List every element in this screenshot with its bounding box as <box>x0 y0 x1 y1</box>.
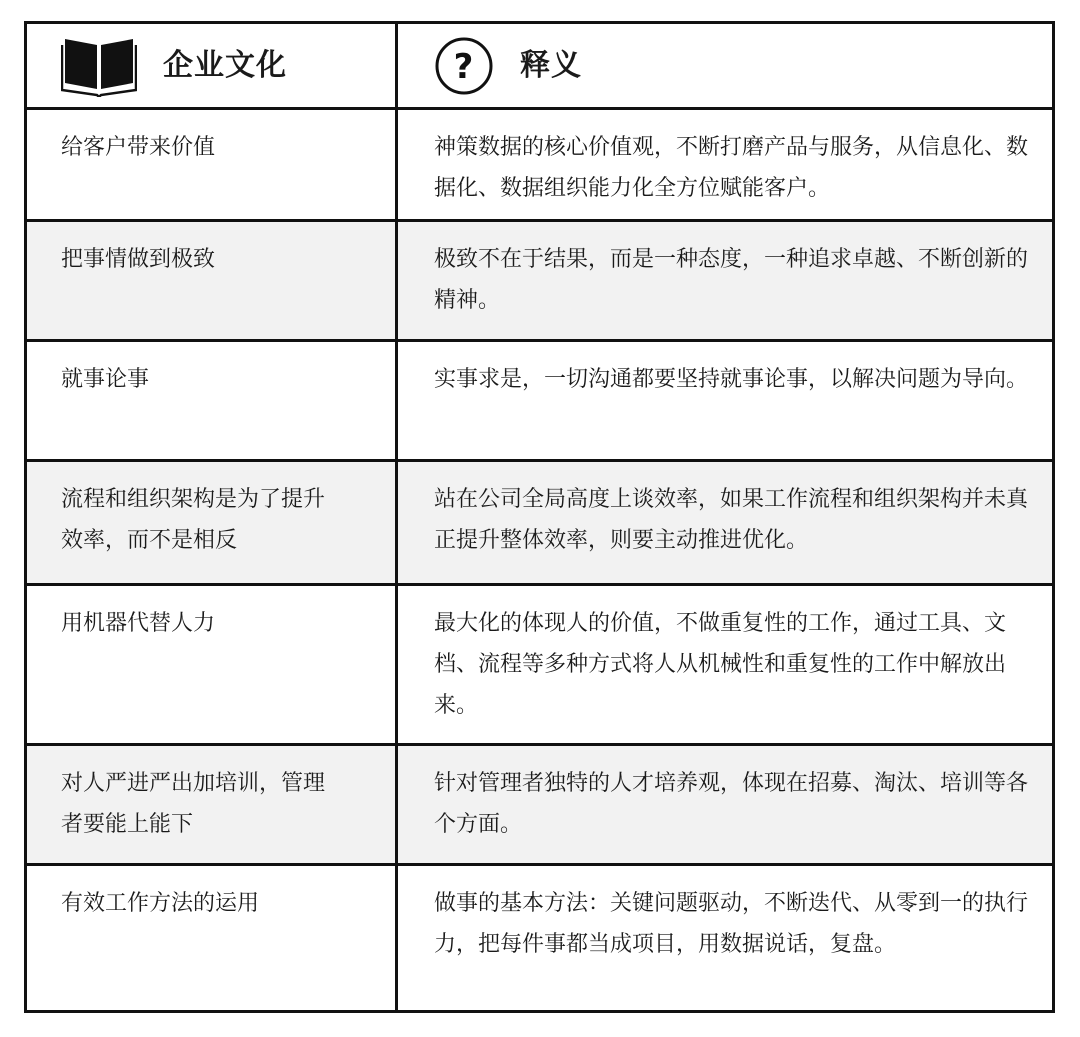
table-row-meaning: 做事的基本方法：关键问题驱动，不断迭代、从零到一的执行力，把每件事都当成项目，用数据说话，复盘。 <box>434 891 1029 957</box>
svg-text:?: ? <box>453 46 475 87</box>
header-right-cell <box>398 24 1052 110</box>
table-row-meaning: 极致不在于结果，而是一种态度，一种追求卓越、不断创新的精神。 <box>398 222 1052 342</box>
table-row-meaning: 实事求是，一切沟通都要坚持就事论事，以解决问题为导向。 <box>398 342 1052 462</box>
header-right-title: 释义 <box>520 48 582 83</box>
table-row-value: 就事论事 <box>27 342 398 462</box>
table-row-meaning: 站在公司全局高度上谈效率，如果工作流程和组织架构并未真正提升整体效率，则要主动推进优化。 <box>398 462 1052 586</box>
culture-table <box>24 21 1055 1013</box>
book-icon <box>61 35 137 97</box>
header-left-title: 企业文化 <box>163 48 287 83</box>
table-row-value: 给客户带来价值 <box>27 110 398 222</box>
question-icon <box>434 36 494 96</box>
table-row-meaning: 神策数据的核心价值观，不断打磨产品与服务，从信息化、数据化、数据组织能力化全方位赋能客户。 <box>398 110 1052 222</box>
table-row-value: 有效工作方法的运用 <box>27 866 398 1010</box>
table-row-meaning: 针对管理者独特的人才培养观，体现在招募、淘汰、培训等各个方面。 <box>398 746 1052 866</box>
table-row-value: 把事情做到极致 <box>27 222 398 342</box>
table-row-value: 用机器代替人力 <box>27 586 398 746</box>
header-left-cell <box>27 24 398 110</box>
table-row-value: 流程和组织架构是为了提升效率，而不是相反 <box>27 462 398 586</box>
table-row-value: 对人严进严出加培训，管理者要能上能下 <box>27 746 398 866</box>
table-row-meaning: 最大化的体现人的价值，不做重复性的工作，通过工具、文档、流程等多种方式将人从机械性和重复性的工作中解放出来。 <box>398 586 1052 746</box>
